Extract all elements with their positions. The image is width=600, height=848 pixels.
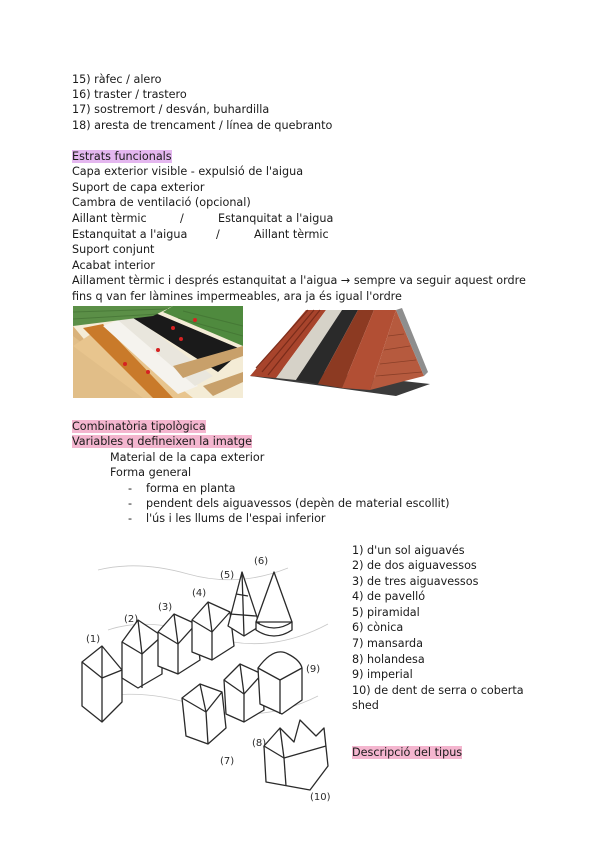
roof-type-item: 2) de dos aiguavessos xyxy=(352,559,477,572)
roof-type-item: 8) holandesa xyxy=(352,653,425,666)
bullet-marker: - xyxy=(128,497,133,510)
roof-type-item: shed xyxy=(352,699,379,712)
sketch-label: (7) xyxy=(220,756,235,767)
text-line: fins q van fer làmines impermeables, ara ja és igual l'ordre xyxy=(72,290,402,303)
sketch-label: (6) xyxy=(254,556,269,567)
variable-item: Forma general xyxy=(110,466,192,479)
roof-section-render xyxy=(246,306,430,398)
section-heading-combinatoria: Combinatòria tipològica xyxy=(72,420,206,433)
sketch-label: (4) xyxy=(192,588,207,599)
bullet-marker: - xyxy=(128,482,133,495)
roof-type-item: 1) d'un sol aiguavés xyxy=(352,544,465,557)
pair-separator: / xyxy=(216,228,220,241)
pair-right: Aillant tèrmic xyxy=(254,228,329,241)
roof-type-item: 9) imperial xyxy=(352,668,413,681)
bullet-item: pendent dels aiguavessos (depèn de material escollit) xyxy=(146,497,450,510)
sketch-label: (3) xyxy=(158,602,173,613)
roof-types-sketch xyxy=(78,550,342,802)
text-line: Cambra de ventilació (opcional) xyxy=(72,196,251,209)
text-line: Suport de capa exterior xyxy=(72,181,205,194)
roof-type-item: 4) de pavelló xyxy=(352,590,426,603)
pair-left: Aillant tèrmic xyxy=(72,212,147,225)
section-heading-descripcio: Descripció del tipus xyxy=(352,746,463,759)
roof-type-item: 7) mansarda xyxy=(352,637,423,650)
text-line: Acabat interior xyxy=(72,259,155,272)
roof-type-item: 6) cònica xyxy=(352,621,404,634)
glossary-line: 15) ràfec / alero xyxy=(72,73,162,86)
sketch-label: (5) xyxy=(220,570,235,581)
sketch-label: (2) xyxy=(124,614,139,625)
roof-type-item: 10) de dent de serra o coberta xyxy=(352,684,524,697)
text-line: Aillament tèrmic i després estanquitat a l'aigua → sempre va seguir aquest ordre xyxy=(72,274,526,287)
pair-right: Estanquitat a l'aigua xyxy=(218,212,334,225)
bullet-item: forma en planta xyxy=(146,482,236,495)
roof-type-item: 3) de tres aiguavessos xyxy=(352,575,479,588)
bullet-marker: - xyxy=(128,512,133,525)
text-line: Capa exterior visible - expulsió de l'aigua xyxy=(72,165,304,178)
glossary-line: 17) sostremort / desván, buhardilla xyxy=(72,103,270,116)
roof-layers-photo xyxy=(73,306,243,398)
sketch-label: (8) xyxy=(252,738,267,749)
bullet-item: l'ús i les llums de l'espai inferior xyxy=(146,512,326,525)
glossary-line: 16) traster / trastero xyxy=(72,88,187,101)
sketch-label: (1) xyxy=(86,634,101,645)
text-line: Suport conjunt xyxy=(72,243,155,256)
section-heading-estrats: Estrats funcionals xyxy=(72,150,172,163)
sketch-label: (9) xyxy=(306,664,321,675)
section-subheading-variables: Variables q defineixen la imatge xyxy=(72,435,253,448)
pair-left: Estanquitat a l'aigua xyxy=(72,228,188,241)
pair-separator: / xyxy=(180,212,184,225)
variable-item: Material de la capa exterior xyxy=(110,451,265,464)
sketch-label: (10) xyxy=(310,792,331,802)
roof-type-item: 5) piramidal xyxy=(352,606,420,619)
glossary-line: 18) aresta de trencament / línea de quebranto xyxy=(72,119,333,132)
